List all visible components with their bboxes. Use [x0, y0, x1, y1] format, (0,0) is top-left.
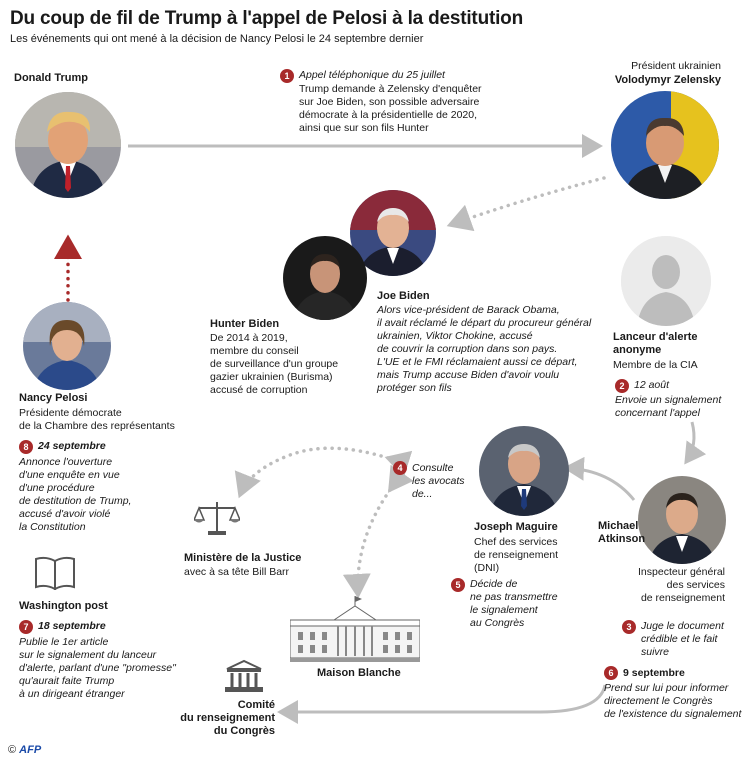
arrow-atkinson-maguire — [566, 468, 634, 500]
event-badge-2: 2 — [615, 379, 629, 393]
hunter-name: Hunter Biden — [210, 318, 280, 330]
event-1-date: Appel téléphonique du 25 juillet — [299, 69, 445, 81]
wapo-name: Washington post — [19, 600, 108, 612]
zelensky-photo — [611, 91, 719, 199]
maguire-role: Chef des services de renseignement (DNI) — [474, 536, 559, 574]
biden-name: Joe Biden — [377, 290, 430, 302]
trump-photo — [15, 92, 121, 198]
event-5-text: Décide de ne pas transmettre le signalement au Congrès — [470, 578, 558, 629]
event-badge-4: 4 — [393, 461, 407, 475]
white-house-icon — [290, 596, 420, 662]
event-6-date: 9 septembre — [623, 667, 685, 679]
hunter-desc: De 2014 à 2019, membre du conseil de surveillance d'un groupe gazier ukrainien (Burisma) accusé de corruption — [210, 332, 339, 396]
scales-icon — [194, 498, 240, 536]
maguire-name: Joseph Maguire — [474, 521, 558, 533]
event-1-text: Trump demande à Zelensky d'enquêter sur Joe Biden, son possible adversaire démocrate à la présidentielle de 2020, ainsi que sur son fils Hunter — [299, 83, 482, 134]
capitol-icon — [225, 659, 263, 693]
zelensky-role: Président ukrainien — [631, 60, 721, 72]
credit — [8, 744, 41, 756]
copyright-symbol: © — [8, 744, 17, 756]
hunter-photo — [283, 236, 367, 320]
maguire-photo — [479, 426, 569, 516]
arrow-zelensky-biden — [450, 178, 604, 225]
event-7-date: 18 septembre — [38, 620, 106, 632]
whistleblower-photo — [621, 236, 711, 326]
pelosi-role: Présidente démocrate de la Chambre des représentants — [19, 407, 175, 432]
event-badge-8: 8 — [19, 440, 33, 454]
pelosi-name: Nancy Pelosi — [19, 392, 88, 404]
event-6-text: Prend sur lui pour informer directement le Congrès de l'existence du signalement — [604, 682, 742, 720]
event-badge-6: 6 — [604, 666, 618, 680]
event-7-text: Publie le 1er article sur le signalement du lanceur d'alerte, parlant d'une "promesse" qu'aurait faite Trump à un dirigeant étranger — [19, 636, 176, 700]
anonymous-person-icon — [621, 236, 711, 326]
biden-desc: Alors vice-président de Barack Obama, il avait réclamé le départ du procureur général ukrainien, Viktor Chokine, accusé de couvrir la corruption dans son pays. L'UE et le FMI réclamaient aussi ce départ, mais Trump accuse Biden d'avoir voulu protéger son fils — [377, 304, 592, 394]
event-badge-5: 5 — [451, 578, 465, 592]
afp-logo: AFP — [19, 744, 42, 756]
page-title: Du coup de fil de Trump à l'appel de Pelosi à la destitution — [10, 8, 523, 29]
atkinson-name: Michael Atkinson — [598, 520, 646, 545]
atkinson-role: Inspecteur général des services de renseignement — [638, 566, 725, 604]
justice-desc: avec à sa tête Bill Barr — [184, 566, 290, 578]
event-4-text: Consulte les avocats de... — [412, 462, 465, 500]
event-8-date: 24 septembre — [38, 440, 106, 452]
whistleblower-role: Membre de la CIA — [613, 359, 698, 371]
event-2-text: Envoie un signalement concernant l'appel — [615, 394, 722, 419]
event-badge-1: 1 — [280, 69, 294, 83]
pelosi-photo — [23, 302, 111, 390]
event-2-date: 12 août — [634, 379, 670, 391]
page-subtitle: Les événements qui ont mené à la décision de Nancy Pelosi le 24 septembre dernier — [10, 33, 424, 45]
newspaper-icon — [34, 556, 76, 590]
justice-name: Ministère de la Justice — [184, 552, 302, 564]
arrow-atkinson-committee — [280, 685, 605, 712]
event-3-text: Juge le document crédible et le fait suivre — [641, 620, 724, 658]
whistleblower-name: Lanceur d'alerte anonyme — [613, 331, 698, 356]
arrow-whistleblower-atkinson — [686, 422, 694, 462]
event-8-text: Annonce l'ouverture d'une enquête en vue d'une procédure de destitution de Trump, accusé d'avoir violé la Constitution — [19, 456, 132, 533]
white-house-name: Maison Blanche — [317, 667, 401, 679]
zelensky-name: Volodymyr Zelensky — [614, 74, 721, 86]
arrow-maguire-whitehouse — [358, 490, 390, 595]
arrow-maguire-justice — [240, 448, 388, 495]
trump-name: Donald Trump — [14, 72, 88, 84]
event-badge-7: 7 — [19, 620, 33, 634]
atkinson-photo — [638, 476, 726, 564]
event-badge-3: 3 — [622, 620, 636, 634]
committee-name: Comité du renseignement du Congrès — [180, 699, 275, 737]
